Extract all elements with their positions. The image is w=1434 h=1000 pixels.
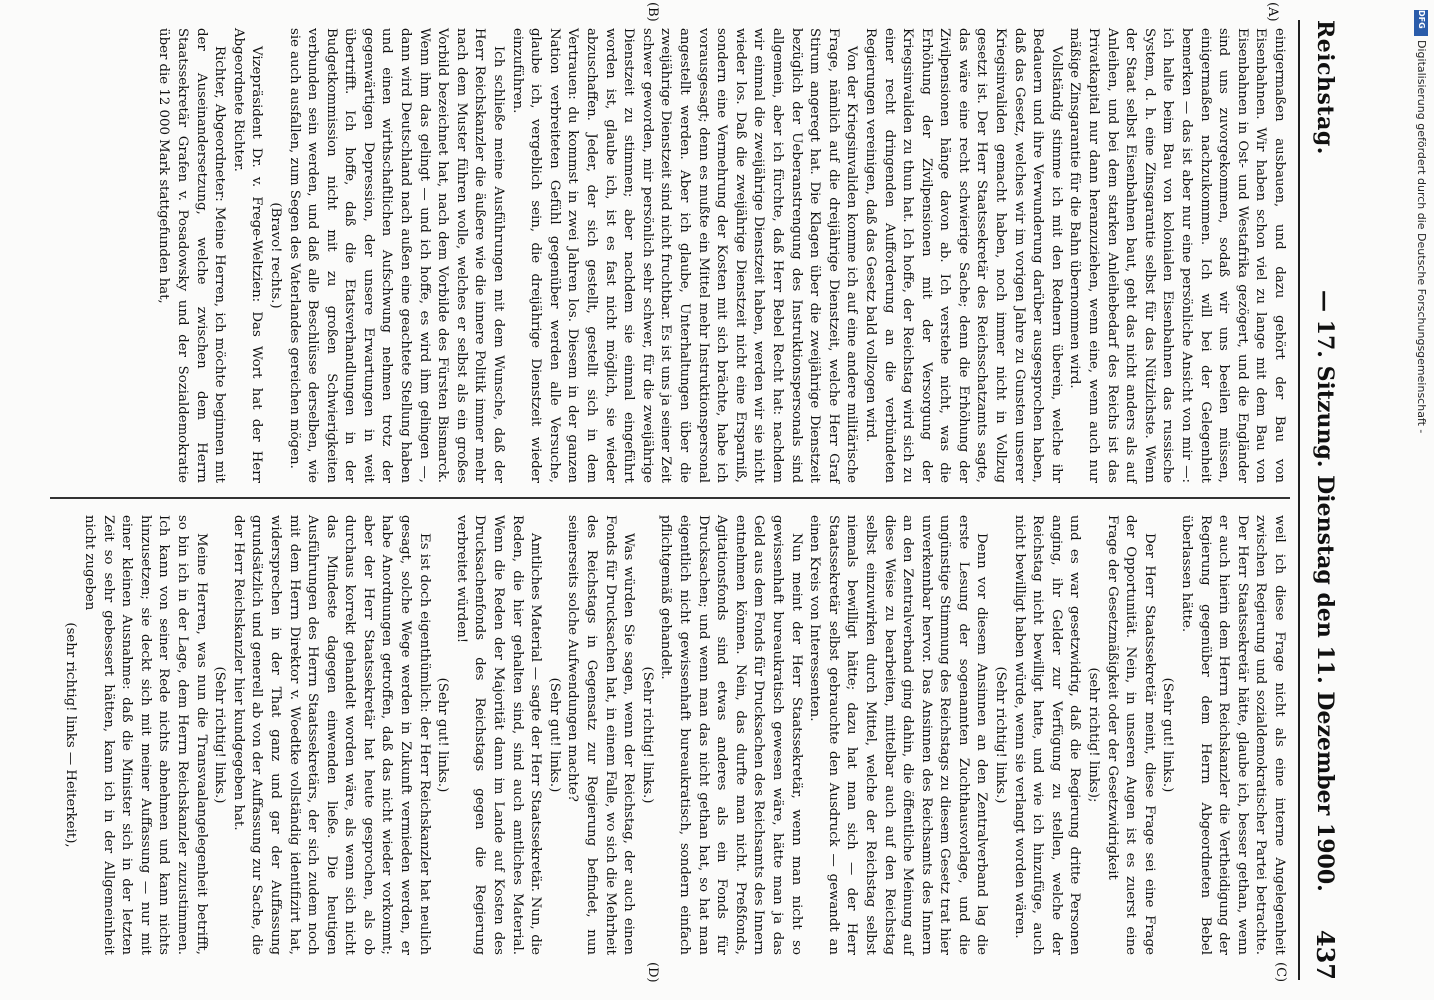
header-left: Reichstag. (1312, 20, 1338, 155)
interjection: (Sehr richtig! links.) (639, 666, 655, 804)
column-divider (50, 497, 1290, 499)
interjection: (Sehr richtig! links.) (212, 666, 228, 804)
paragraph: und es war gesetzwidrig, daß die Regierung dritte Personen anging, ihr Gelder zur Verfügung zu stellen, welche der Reichstag nicht bewilligt hatte, und wie ich hinzufüge, auch nicht bewilligt haben würde, wenn sie verlangt worden wären. (1011, 515, 1083, 955)
interjection: (sehr richtig! links); (1086, 667, 1102, 803)
margin-mark-c: (C) (1273, 962, 1288, 983)
paragraph: Denn vor diesem Ansinnen an den Zentralverband lag die erste Lesung der sogenannten Zuchthausvorlage, und die ungünstige Stimmung des Reichstags zu diesem Gesetz trat hier unverkennbar hervor. Das Ansinnen des Reichsamts des Innern an den Zentralverband ging dahin, die öffentliche Meinung auf diese Weise zu bearbeiten, mittelbar auch auf den Reichstag selbst einzuwirken durch Mittel, welche der Reichstag selbst niemals bewilligt hätte; dazu hat man sich — der Herr Staatssekretär selbst gebrauchte den Ausdruck — gewandt an einen Kreis von Interessenten. (807, 515, 990, 955)
paragraph: Von der Kriegsinvaliden komme ich auf eine andere militärische Frage, nämlich auf die dreijährige Dienstzeit, welche Herr Graf Stirum angeregt hat. Die Klagen über die zweijährige Dienstzeit bezüglich der Ueberanstrengung des Instruktionspersonals sind allgemein, aber ich fürchte, daß Herr Bebel Recht hat: nachdem wir einmal die zweijährige Dienstzeit haben, werden wir sie nicht wieder los. Daß die zweijährige Dienstzeit nicht eine Ersparniß, sondern eine Vermehrung der Kosten mit sich brächte, habe ich vorausgesagt; denn es mußte ein Mittel mehr Instruktionspersonal angestellt werden. Aber ich glaube, Unterhaltungen über die zweijährige Dienstzeit sind nicht fruchtbar. Es ist uns ja seiner Zeit schwer geworden, mir persönlich sehr schwer, für die zweijährige Dienstzeit zu stimmen; aber nachdem sie einmal eingeführt worden ist, glaube ich, ist es fast nicht möglich, sie wieder abzuschaffen. Jeder, der sich gestellt, gestellt sich in dem Vertrauen: du kommst in zwei Jahren los. Diesem in der ganzen Nation verbreiteten Gefühl gegenüber werden alle Versuche, glaube ich, vergeblich sein, die dreijährige Dienstzeit wieder einzuführen. (509, 28, 860, 483)
paragraph: weil ich diese Frage nicht als eine interne Angelegenheit zwischen Regierung und sozialdemokratischer Partei betrachte. Der Herr Staatssekretär hätte, glaube ich, besser gethan, wenn er auch hierin dem Herrn Reichskanzler die Vertheidigung der Regierung gegenüber dem Herrn Abgeordneten Bebel überlassen hätte. (1179, 515, 1287, 955)
paragraph: Was würden Sie sagen, wenn der Reichstag, der auch einen Fonds für Drucksachen hat, in einem Falle, wo sich die Mehrheit des Reichstags in Gegensatz zur Regierung befindet, nun seinerseits solche Aufwendungen machte? (565, 515, 637, 955)
right-column (61, 515, 1288, 955)
page-header (1304, 20, 1344, 980)
paragraph: Der Herr Staatssekretär meint, diese Frage sei eine Frage der Opportunität. Nein, in unseren Augen ist es zuerst eine Frage der Gesetzmäßigkeit oder der Gesetzwidrigkeit (1104, 515, 1157, 955)
paragraph: Richter, Abgeordneter: Meine Herren, ich möchte beginnen mit der Auseinandersetzung, welche zwischen dem Herrn Staatssekretär Grafen v. Posadowsky und der Sozialdemokratie über die 12 000 Mark stattgefunden hat, (156, 28, 228, 483)
paragraph: Es ist doch eigenthümlich: der Herr Reichskanzler hat neulich gesagt, solche Wege werden in Zukunft vermieden werden, er habe Anordnungen getroffen, daß das nicht wieder vorkommt; aber der Herr Staatssekretär hat heute gesprochen, als ob durchaus korrekt gehandelt worden wäre, als wenn sich nicht das Mindeste dagegen einwenden ließe. Die heutigen Ausführungen des Herrn Staatssekretärs, der sich zudem noch mit dem Herrn Direktor v. Woedtke vollständig identifizirt hat, widersprechen in der That ganz und gar der Auffassung grundsätzlich und generell ab von der Auffassung zur Sache, die der Herr Reichskanzler hier kundgegeben hat. (230, 515, 432, 955)
interjection: (Sehr richtig! links.) (993, 666, 1009, 804)
left-column (154, 28, 1288, 483)
dfg-logo (1414, 10, 1428, 36)
header-rule (1298, 20, 1300, 980)
dfg-watermark (1409, 40, 1433, 960)
paragraph: einigermaßen ausbauen, und dazu gehört der Bau von Eisenbahnen. Wir haben schon viel zu lange mit dem Bau von Eisenbahnen in Ost- und Westafrika gezögert, und die Engländer sind uns zuvorgekommen, sodaß wir uns beeilen müssen, einigermaßen nachzukommen. Ich will bei der Gelegenheit bemerken — das ist aber nur eine persönliche Ansicht von mir —: ich halte beim Bau von kolonialen Eisenbahnen das russische System, d. h. eine Zinsgarantie selbst für das Nützlichste. Wenn der Staat selbst Eisenbahnen baut, geht das nicht anders als auf Anleihen, und bei dem starken Anleihebedarf des Reichs ist das Privatkapital nur dann heranzuziehen, wenn eine, wenn auch nur mäßige Zinsgarantie für die Bahn übernommen wird. (1067, 28, 1287, 483)
margin-mark-d: (D) (645, 962, 660, 983)
margin-mark-b: (B) (645, 2, 660, 22)
dfg-logo-text: DFG (1417, 10, 1426, 29)
applause-note: (Bravo! rechts.) (267, 202, 283, 309)
dfg-watermark-text: Digitalisierung gefördert durch die Deutsche Forschungsgemeinschaft - (1415, 40, 1428, 434)
paragraph: Vizepräsident Dr. v. Frege-Weltzien: Das Wort hat der Herr Abgeordnete Richter. (230, 28, 265, 483)
paragraph: Vollständig stimme ich mit den Rednern überein, welche ihr Bedauern und ihre Verwunderung darüber ausgesprochen haben, daß das Gesetz, welches wir im vorigen Jahre zu Gunsten unserer Kriegsinvaliden gemacht haben, noch immer nicht in Vollzug gesetzt ist. Der Herr Staatssekretär des Reichsschatzamts sagte, das wäre eine recht schwierige Sache; denn die Erhöhung der Zivilpensionen hänge davon ab. Ich verstehe nicht, was die Erhöhung der Zivilpensionen mit der Versorgung der Kriegsinvaliden zu thun hat. Ich hoffe, der Reichstag wird sich zu einer recht dringenden Aufforderung an die verbündeten Regierungen vereinigen, daß das Gesetz bald vollzogen wird. (862, 28, 1064, 483)
paragraph: Ich schließe meine Ausführungen mit dem Wunsche, daß der Herr Reichskanzler die äußere wie die innere Politik immer mehr nach dem Muster führen wolle, welches er selbst als ein großes Vorbild bezeichnet hat, nach dem Vorbilde des Fürsten Bismarck. Wenn ihm das gelingt — und ich hoffe, es wird ihm gelingen —, dann wird Deutschland nach außen eine geachtete Stellung haben und einen wirthschaftlichen Aufschwung nehmen trotz der gegenwärtigen Depression, der unsere Erwartungen in weit übertrifft. Ich hoffe, daß die Etatsverhandlungen in der Budgetkommission nicht mit zu großen Schwierigkeiten verbunden sein werden, und daß alle Beschlüsse derselben, wie sie auch ausfallen, zum Segen des Vaterlandes gereichen mögen. (286, 28, 507, 483)
paragraph: Meine Herren, was nun die Transvaalangelegenheit betrifft, so bin ich in der Lage, dem Herrn Reichskanzler zuzustimmen. Ich kann von seiner Rede nichts abnehmen und kann nichts hinzusetzen; sie deckt sich mit meiner Auffassung — nur mit einer kleinen Ausnahme: daß die Minister sich in der letzten Zeit so sehr gebessert hätten, kann ich in der Allgemeinheit nicht zugeben (82, 515, 209, 955)
paragraph: Nun meint der Herr Staatssekretär, wenn man nicht so gewissenhaft bureaukratisch gewesen wäre, hätte man ja das Geld aus dem Fonds für Drucksachen des Reichsamts des Innern entnehmen können. Nein, das durfte man nicht. Preßfonds, Agitationsfonds sind etwas anderes als ein Fonds für Drucksachen; und wenn man das nicht gethan hat, so hat man eigentlich nicht gewissenhaft bureaukratisch, sondern einfach pflichtgemäß gehandelt. (658, 515, 804, 955)
interjection: (Sehr gut! links.) (435, 677, 451, 793)
page-number: 437 (1311, 929, 1340, 980)
interjection: (Sehr gut! links.) (1160, 677, 1176, 793)
interjection: (sehr richtig! links — Heiterkeit), (63, 622, 79, 848)
header-session-date: — 17. Sitzung. Dienstag den 11. Dezember 1900. (1312, 290, 1338, 892)
paragraph: Amtliches Material — sagte der Herr Staatssekretär. Nun, die Reden, die hier gehalten sind, sind auch amtliches Material. Wenn die Reden der Majorität dann im Lande auf Kosten des Drucksachenfonds des Reichstags gegen die Regierung verbreitet würden! (453, 515, 544, 955)
margin-mark-a: (A) (1265, 2, 1280, 22)
interjection: (Sehr gut! links.) (546, 677, 562, 793)
